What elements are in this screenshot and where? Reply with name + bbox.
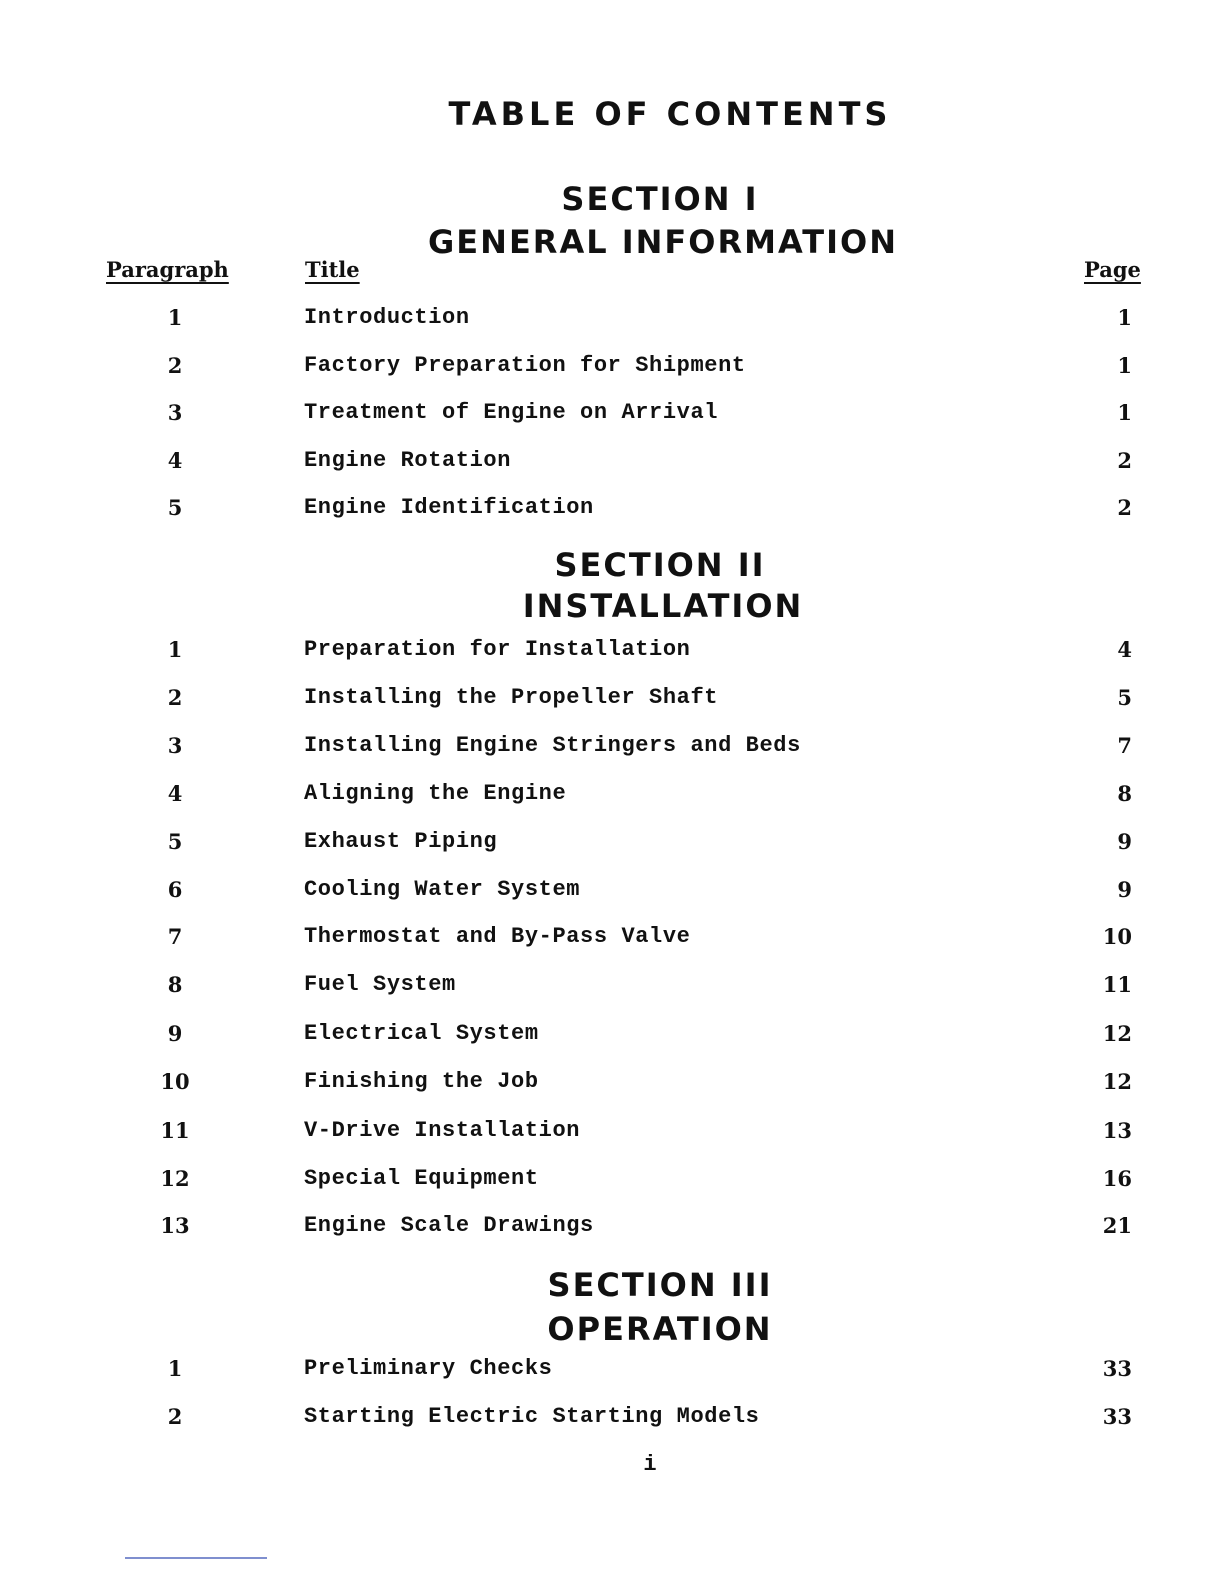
page-title: TABLE OF CONTENTS — [448, 95, 892, 133]
paragraph-number: 8 — [167, 972, 183, 997]
paragraph-number: 5 — [167, 495, 183, 520]
page-number: 5 — [1117, 685, 1132, 710]
toc-entry — [0, 779, 1224, 809]
paragraph-column-header: Paragraph — [106, 257, 229, 282]
paragraph-number: 6 — [167, 877, 183, 902]
page-number: 12 — [1102, 1021, 1132, 1046]
paragraph-number: 5 — [167, 829, 183, 854]
toc-entry — [0, 493, 1224, 523]
page-number: 33 — [1102, 1404, 1132, 1429]
toc-entry — [0, 875, 1224, 905]
page-number: 9 — [1117, 829, 1132, 854]
page-number: 21 — [1102, 1213, 1132, 1238]
entry-title: Electrical System — [304, 1021, 539, 1046]
paragraph-number: 12 — [160, 1166, 190, 1191]
toc-entry — [0, 922, 1224, 952]
toc-entry — [0, 398, 1224, 428]
section-3-number: SECTION III — [547, 1266, 773, 1304]
toc-entry — [0, 351, 1224, 381]
entry-title: Installing the Propeller Shaft — [304, 685, 719, 710]
page-number: 7 — [1117, 733, 1132, 758]
toc-entry — [0, 635, 1224, 665]
page-number: 4 — [1117, 637, 1132, 662]
page-number: 1 — [1117, 353, 1132, 378]
paragraph-number: 13 — [160, 1213, 190, 1238]
paragraph-number: 11 — [160, 1118, 190, 1143]
entry-title: Installing Engine Stringers and Beds — [304, 733, 801, 758]
toc-entry — [0, 731, 1224, 761]
paragraph-number: 3 — [167, 733, 183, 758]
page-number: 2 — [1117, 495, 1132, 520]
entry-title: Engine Identification — [304, 495, 594, 520]
section-1-number: SECTION I — [561, 180, 759, 218]
toc-entry — [0, 683, 1224, 713]
paragraph-number: 2 — [167, 685, 183, 710]
page-number: 8 — [1117, 781, 1132, 806]
toc-entry — [0, 1402, 1224, 1432]
entry-title: Aligning the Engine — [304, 781, 567, 806]
entry-title: Finishing the Job — [304, 1069, 539, 1094]
paragraph-number: 1 — [167, 1356, 183, 1381]
title-column-header: Title — [305, 257, 360, 282]
toc-entry — [0, 1164, 1224, 1194]
entry-title: Introduction — [304, 305, 470, 330]
entry-title: Preliminary Checks — [304, 1356, 553, 1381]
entry-title: Special Equipment — [304, 1166, 539, 1191]
toc-entry — [0, 1019, 1224, 1049]
page-number: 1 — [1117, 305, 1132, 330]
section-1-name: GENERAL INFORMATION — [428, 223, 898, 261]
toc-entry — [0, 1116, 1224, 1146]
section-2-number: SECTION II — [554, 546, 766, 584]
page-number: 11 — [1102, 972, 1132, 997]
toc-entry — [0, 1067, 1224, 1097]
page-number: 2 — [1117, 448, 1132, 473]
page-number: 33 — [1102, 1356, 1132, 1381]
entry-title: Exhaust Piping — [304, 829, 498, 854]
page-number: 10 — [1102, 924, 1132, 949]
paragraph-number: 1 — [167, 305, 183, 330]
entry-title: V-Drive Installation — [304, 1118, 581, 1143]
page-number: 9 — [1117, 877, 1132, 902]
entry-title: Fuel System — [304, 972, 456, 997]
footer-rule — [125, 1557, 267, 1559]
entry-title: Thermostat and By-Pass Valve — [304, 924, 691, 949]
paragraph-number: 1 — [167, 637, 183, 662]
toc-entry — [0, 827, 1224, 857]
toc-entry — [0, 303, 1224, 333]
paragraph-number: 9 — [167, 1021, 183, 1046]
toc-entry — [0, 446, 1224, 476]
paragraph-number: 2 — [167, 1404, 183, 1429]
page-number: 16 — [1102, 1166, 1132, 1191]
paragraph-number: 7 — [167, 924, 183, 949]
toc-entry — [0, 970, 1224, 1000]
page-folio: i — [643, 1452, 657, 1477]
page-number: 1 — [1117, 400, 1132, 425]
section-3-name: OPERATION — [547, 1310, 773, 1348]
entry-title: Engine Scale Drawings — [304, 1213, 594, 1238]
entry-title: Cooling Water System — [304, 877, 581, 902]
paragraph-number: 2 — [167, 353, 183, 378]
paragraph-number: 4 — [167, 781, 183, 806]
paragraph-number: 4 — [167, 448, 183, 473]
paragraph-number: 3 — [167, 400, 183, 425]
section-2-name: INSTALLATION — [522, 587, 804, 625]
toc-entry — [0, 1354, 1224, 1384]
page-number: 12 — [1102, 1069, 1132, 1094]
entry-title: Treatment of Engine on Arrival — [304, 400, 719, 425]
entry-title: Starting Electric Starting Models — [304, 1404, 760, 1429]
entry-title: Factory Preparation for Shipment — [304, 353, 746, 378]
entry-title: Engine Rotation — [304, 448, 512, 473]
toc-entry — [0, 1211, 1224, 1241]
page-number: 13 — [1102, 1118, 1132, 1143]
paragraph-number: 10 — [160, 1069, 190, 1094]
entry-title: Preparation for Installation — [304, 637, 691, 662]
page-column-header: Page — [1084, 257, 1141, 282]
